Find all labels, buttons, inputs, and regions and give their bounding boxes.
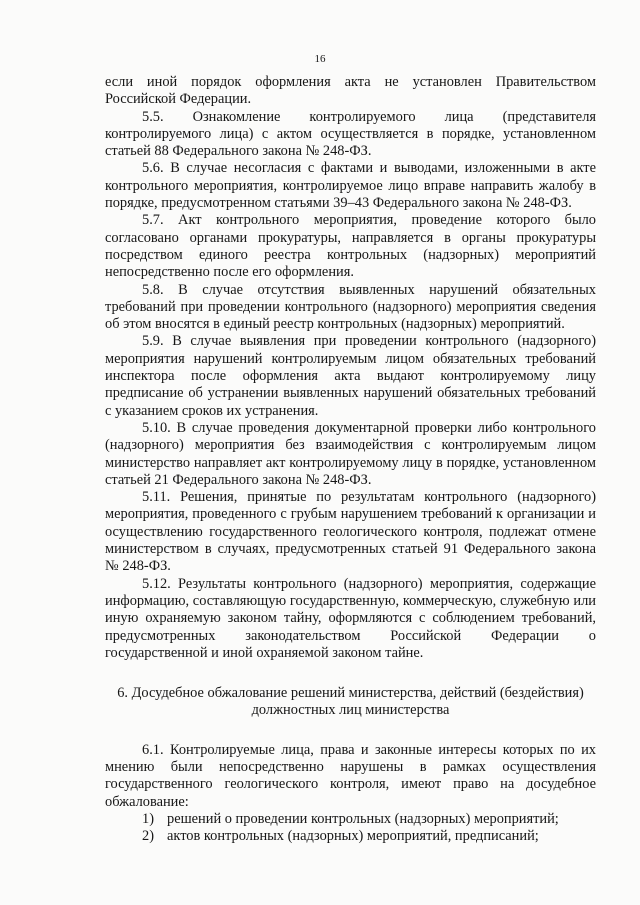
list-item: [105, 828, 596, 845]
paragraph-5-5: 5.5. Ознакомление контролируемого лица (представителя контролируемого лица) с актом осуществляется в порядке, установленном статьей 88 Федерального закона № 248-ФЗ.: [105, 108, 596, 160]
section-heading: 6. Досудебное обжалование решений министерства, действий (бездействия) должностных лиц министерства: [117, 685, 584, 719]
list-item: [105, 811, 596, 828]
paragraph-5-6: 5.6. В случае несогласия с фактами и выводами, изложенными в акте контрольного мероприятия, контролируемое лицо вправе направить жалобу в порядке, предусмотренном статьями 39–43 Федерального закона № 248-ФЗ.: [105, 160, 596, 212]
paragraph-5-8: 5.8. В случае отсутствия выявленных нарушений обязательных требований при проведении контрольного (надзорного) мероприятия сведения об этом вносятся в единый реестр контрольных (надзорных) мероприятий.: [105, 281, 596, 333]
paragraph-5-9: 5.9. В случае выявления при проведении контрольного (надзорного) мероприятия нарушений контролируемым лицом обязательных требований инспектора после оформления акта выдают контролируемому лицу предписание об устранении выявленных нарушений обязательных требований с указанием сроков их устранения.: [105, 333, 596, 419]
paragraph-5-11: 5.11. Решения, принятые по результатам контрольного (надзорного) мероприятия, проведенного с грубым нарушением требований к организации и осуществлению государственного геологического контроля, подлежат отмене министерством в случаях, предусмотренных статьей 91 Федерального закона № 248-ФЗ.: [105, 489, 596, 575]
list-item-number: 1): [142, 810, 154, 827]
paragraph-continuation: если иной порядок оформления акта не установлен Правительством Российской Федерации.: [105, 74, 596, 108]
paragraph-5-12: 5.12. Результаты контрольного (надзорного) мероприятия, содержащие информацию, составляющую государственную, коммерческую, служебную или иную охраняемую законом тайну, оформляются с соблюдением требований, предусмотренных законодательством Российской Федерации о государственной и иной охраняемой законом тайне.: [105, 575, 596, 661]
paragraph-6-1: 6.1. Контролируемые лица, права и законные интересы которых по их мнению были непосредственно нарушены в рамках осуществления государственного геологического контроля, имеют право на досудебное обжалование:: [105, 741, 596, 810]
appeal-list: [105, 811, 596, 846]
document-body: [105, 74, 596, 845]
list-item-number: 2): [142, 828, 154, 845]
paragraph-5-10: 5.10. В случае проведения документарной проверки либо контрольного (надзорного) мероприятия без взаимодействия с контролируемым лицом министерство направляет акт контролируемому лицу в порядке, установленном статьей 21 Федерального закона № 248-ФЗ.: [105, 419, 596, 488]
paragraph-5-7: 5.7. Акт контрольного мероприятия, проведение которого было согласовано органами прокуратуры, направляется в органы прокуратуры посредством единого реестра контрольных (надзорных) мероприятий непосредственно после его оформления.: [105, 212, 596, 281]
list-item-text: решений о проведении контрольных (надзорных) мероприятий;: [167, 810, 559, 827]
page-number: 16: [314, 53, 326, 65]
list-item-text: актов контрольных (надзорных) мероприятий, предписаний;: [167, 828, 539, 845]
